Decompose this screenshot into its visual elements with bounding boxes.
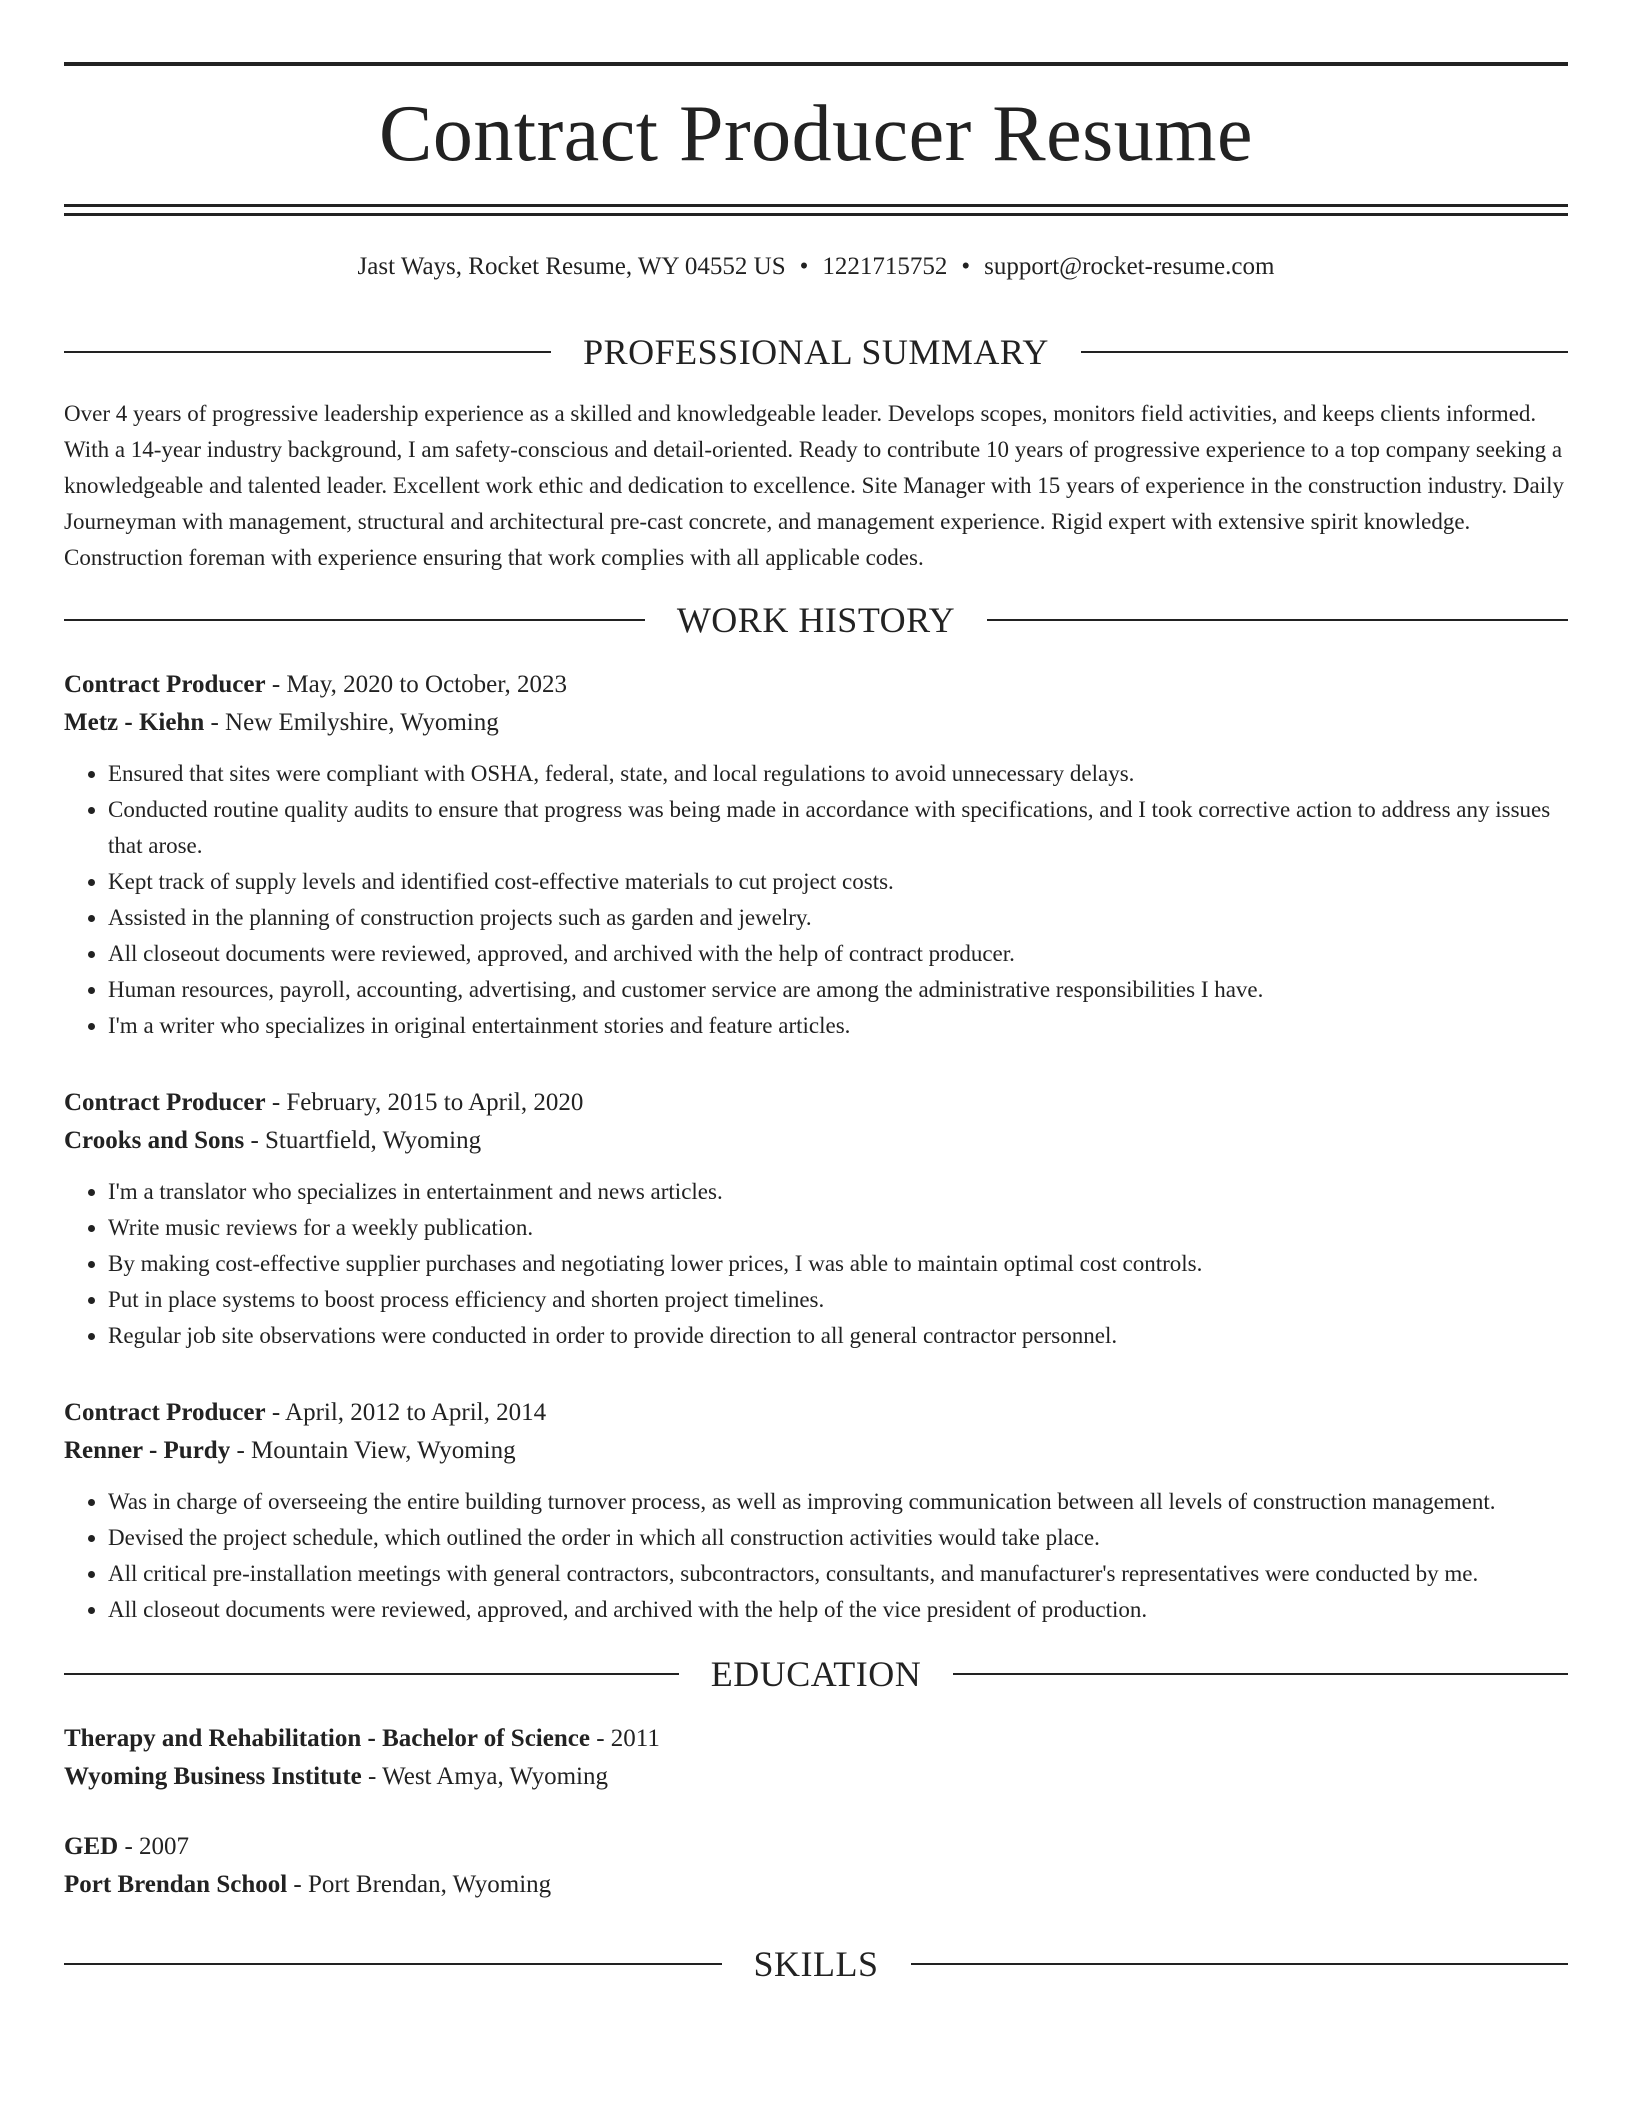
skills-heading xyxy=(64,1946,1568,1982)
job-bullet: • All closeout documents were reviewed, approved, and archived with the help of the vice president of production. xyxy=(108,1592,1568,1628)
job-bullet: • Kept track of supply levels and identified cost-effective materials to cut project costs. xyxy=(108,864,1568,900)
section-title: EDUCATION xyxy=(710,1654,922,1694)
degree-year: - 2011 xyxy=(589,1725,660,1752)
job-bullet: • Ensured that sites were compliant with OSHA, federal, state, and local regulations to avoid unnecessary delays. xyxy=(108,756,1568,792)
job-entry xyxy=(64,1394,1568,1628)
job-location: - New Emilyshire, Wyoming xyxy=(204,709,499,736)
heading-rule-left xyxy=(64,351,551,353)
degree-name: GED xyxy=(64,1833,119,1860)
job-dates: - May, 2020 to October, 2023 xyxy=(265,671,568,698)
section-title: WORK HISTORY xyxy=(676,600,956,640)
education-heading xyxy=(64,1656,1568,1692)
professional-summary-text: Over 4 years of progressive leadership experience as a skilled and knowledgeable leader. Develops scopes, monitors field activities, and keeps clients informed. With a 14-year industry background, I am safety-conscious and detail-oriented. Ready to contribute 10 years of progressive experience to a top company seeking a knowledgeable and talented leader. Excellent work ethic and dedication to excellence. Site Manager with 15 years of experience in the construction industry. Daily Journeyman with management, structural and architectural pre-cast concrete, and management experience. Rigid expert with extensive spirit knowledge. Construction foreman with experience ensuring that work complies with all applicable codes. xyxy=(64,401,1564,570)
job-bullet: • Conducted routine quality audits to ensure that progress was being made in accordance with specifications, and I took corrective action to address any issues that arose. xyxy=(108,792,1568,864)
job-company: Renner - Purdy xyxy=(64,1437,231,1464)
school-line xyxy=(64,1866,1568,1904)
heading-rule-left xyxy=(64,1673,679,1675)
education-entry xyxy=(64,1720,1568,1796)
work-history-heading xyxy=(64,602,1568,638)
job-title: Contract Producer xyxy=(64,671,266,698)
section-title: SKILLS xyxy=(753,1944,879,1984)
heading-rule-right xyxy=(1081,351,1568,353)
school-name: Port Brendan School xyxy=(64,1871,288,1898)
job-entry xyxy=(64,666,1568,1044)
job-dates: - April, 2012 to April, 2014 xyxy=(265,1399,547,1426)
contact-separator: • xyxy=(799,253,809,280)
degree-line xyxy=(64,1828,1568,1866)
job-bullet: • Devised the project schedule, which outlined the order in which all construction activities would take place. xyxy=(108,1520,1568,1556)
job-bullet: • I'm a writer who specializes in original entertainment stories and feature articles. xyxy=(108,1008,1568,1044)
job-company-line xyxy=(64,704,1568,742)
heading-rule-left xyxy=(64,1963,722,1965)
job-bullet: • Was in charge of overseeing the entire building turnover process, as well as improving communication between all levels of construction management. xyxy=(108,1484,1568,1520)
degree-line xyxy=(64,1720,1568,1758)
contact-separator: • xyxy=(961,253,971,280)
job-company: Crooks and Sons xyxy=(64,1127,245,1154)
job-title-line xyxy=(64,666,1568,704)
job-company-line xyxy=(64,1122,1568,1160)
school-line xyxy=(64,1758,1568,1796)
job-bullets xyxy=(64,1174,1568,1354)
degree-name: Therapy and Rehabilitation - Bachelor of Science xyxy=(64,1725,590,1752)
job-bullet: • Regular job site observations were conducted in order to provide direction to all general contractor personnel. xyxy=(108,1318,1568,1354)
job-bullet: • Write music reviews for a weekly publication. xyxy=(108,1210,1568,1246)
heading-rule-right xyxy=(911,1963,1569,1965)
job-entry xyxy=(64,1084,1568,1354)
job-title: Contract Producer xyxy=(64,1089,266,1116)
school-location: - Port Brendan, Wyoming xyxy=(287,1871,552,1898)
title-double-divider xyxy=(64,204,1568,216)
job-company-line xyxy=(64,1432,1568,1470)
heading-rule-right xyxy=(953,1673,1568,1675)
job-bullet: • I'm a translator who specializes in entertainment and news articles. xyxy=(108,1174,1568,1210)
resume-title: Contract Producer Resume xyxy=(379,90,1253,178)
heading-rule-left xyxy=(64,619,645,621)
job-dates: - February, 2015 to April, 2020 xyxy=(265,1089,584,1116)
section-title: PROFESSIONAL SUMMARY xyxy=(583,332,1049,372)
job-bullets xyxy=(64,756,1568,1044)
job-title-line xyxy=(64,1394,1568,1432)
heading-rule-right xyxy=(987,619,1568,621)
education-entry xyxy=(64,1828,1568,1904)
job-company: Metz - Kiehn xyxy=(64,709,205,736)
job-bullets xyxy=(64,1484,1568,1628)
contact-email: support@rocket-resume.com xyxy=(984,253,1275,280)
professional-summary-heading xyxy=(64,334,1568,370)
job-title: Contract Producer xyxy=(64,1399,266,1426)
job-bullet: • Assisted in the planning of construction projects such as garden and jewelry. xyxy=(108,900,1568,936)
school-location: - West Amya, Wyoming xyxy=(361,1763,608,1790)
school-name: Wyoming Business Institute xyxy=(64,1763,362,1790)
contact-phone: 1221715752 xyxy=(822,253,948,280)
contact-address: Jast Ways, Rocket Resume, WY 04552 US xyxy=(357,253,786,280)
job-bullet: • Human resources, payroll, accounting, advertising, and customer service are among the administrative responsibilities I have. xyxy=(108,972,1568,1008)
job-bullet: • All closeout documents were reviewed, approved, and archived with the help of contract producer. xyxy=(108,936,1568,972)
degree-year: - 2007 xyxy=(118,1833,190,1860)
contact-line xyxy=(64,252,1568,282)
job-title-line xyxy=(64,1084,1568,1122)
top-divider xyxy=(64,62,1568,66)
job-bullet: • All critical pre-installation meetings with general contractors, subcontractors, consultants, and manufacturer's representatives were conducted by me. xyxy=(108,1556,1568,1592)
job-bullet: • By making cost-effective supplier purchases and negotiating lower prices, I was able to maintain optimal cost controls. xyxy=(108,1246,1568,1282)
job-location: - Mountain View, Wyoming xyxy=(230,1437,516,1464)
job-location: - Stuartfield, Wyoming xyxy=(244,1127,482,1154)
job-bullet: • Put in place systems to boost process efficiency and shorten project timelines. xyxy=(108,1282,1568,1318)
